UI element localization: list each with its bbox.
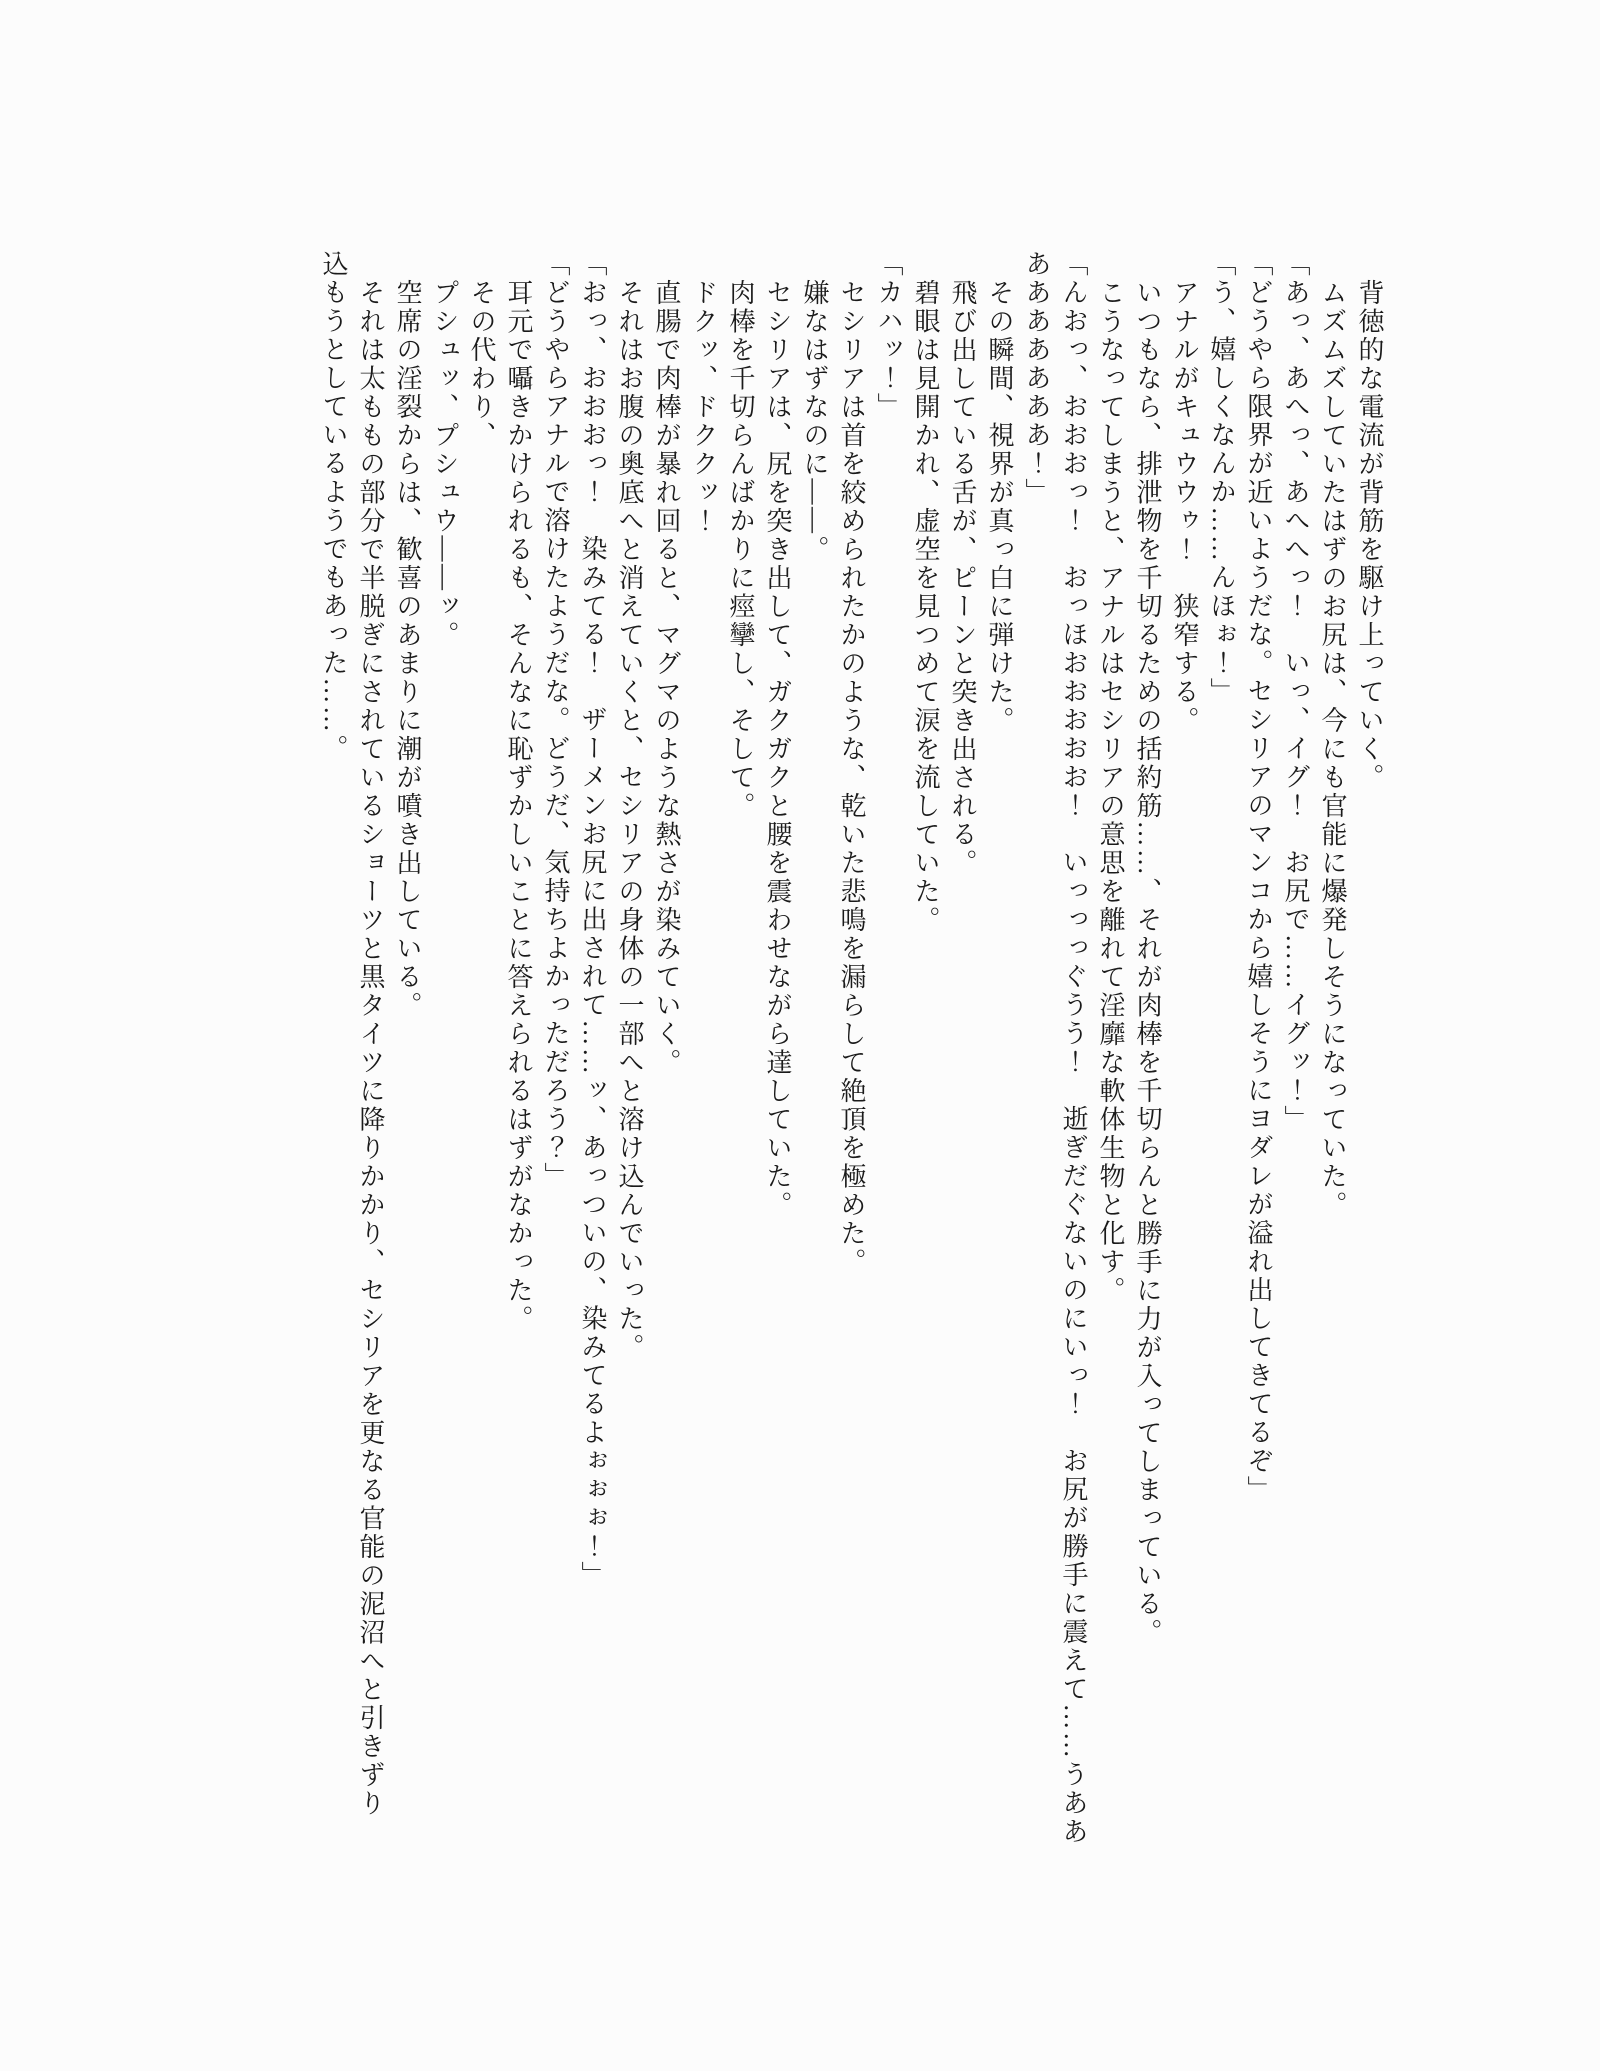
text-column-1: 背徳的な電流が背筋を駆け上っていく。 [1355,278,1384,792]
text-column-28: それは太ももの部分で半脱ぎにされているショーツと黒タイツに降りかかり、セシリアを更なる官能の泥沼へと引きずり [356,278,385,1818]
text-column-14: 「カハッ！」 [874,250,903,421]
text-column-26: プシュッ、プシュウ――ッ。 [430,278,459,649]
vertical-text-block [315,250,1388,1890]
text-column-19: ドクッ、ドククッ！ [689,278,718,535]
text-column-16: 嫌なはずなのに――。 [800,278,829,564]
text-column-10: あああああああ！」 [1022,250,1051,507]
text-column-15: セシリアは首を絞められたかのような、乾いた悲鳴を漏らして絶頂を極めた。 [837,278,866,1276]
text-column-12: 飛び出している舌が、ピーンと突き出される。 [948,278,977,877]
text-column-22: 「おっ、おおおっ！ 染みてる！ ザーメンお尻に出されて……ッ、あっついの、染みてるよぉぉぉ！」 [578,250,607,1590]
text-column-17: セシリアは、尻を突き出して、ガクガクと腰を震わせながら達していた。 [763,278,792,1219]
text-column-11: その瞬間、視界が真っ白に弾けた。 [985,278,1014,735]
text-column-27: 空席の淫裂からは、歓喜のあまりに潮が噴き出している。 [393,278,422,1020]
text-column-2: ムズムズしていたはずのお尻は、今にも官能に爆発しそうになっていた。 [1318,278,1347,1219]
text-column-25: その代わり、 [467,278,496,450]
text-column-9: 「んおっ、おおおっ！ おっほおおおおお！ いっっっぐうう！ 逝ぎだぐないのにいっ！ お尻が勝手に震えて……うああ [1059,250,1088,1846]
text-column-6: アナルがキュウウゥ！ 狭窄する。 [1170,278,1199,735]
text-column-7: いつもなら、排泄物を千切るための括約筋……、それが肉棒を千切らんと勝手に力が入ってしまっている。 [1133,278,1162,1647]
text-column-18: 肉棒を千切らんばかりに痙攣し、そして。 [726,278,755,820]
text-column-4: 「どうやら限界が近いようだな。セシリアのマンコから嬉しそうにヨダレが溢れ出してきてるぞ」 [1244,250,1273,1504]
text-column-20: 直腸で肉棒が暴れ回ると、マグマのような熱さが染みていく。 [652,278,681,1077]
text-column-13: 碧眼は見開かれ、虚空を見つめて涙を流していた。 [911,278,940,934]
text-column-29: 込もうとしているようでもあった……。 [319,250,348,763]
text-column-8: こうなってしまうと、アナルはセシリアの意思を離れて淫靡な軟体生物と化す。 [1096,278,1125,1305]
text-column-24: 耳元で囁きかけられるも、そんなに恥ずかしいことに答えられるはずがなかった。 [504,278,533,1333]
text-column-21: それはお腹の奥底へと消えていくと、セシリアの身体の一部へと溶け込んでいった。 [615,278,644,1362]
text-column-3: 「あっ、あへっ、あへへっ！ いっ、イグ！ お尻で……イグッ！」 [1281,250,1310,1134]
text-column-5: 「う、嬉しくなんか……んほぉ！」 [1207,250,1236,706]
text-column-23: 「どうやらアナルで溶けたようだな。どうだ、気持ちよかっただろう？」 [541,250,570,1191]
